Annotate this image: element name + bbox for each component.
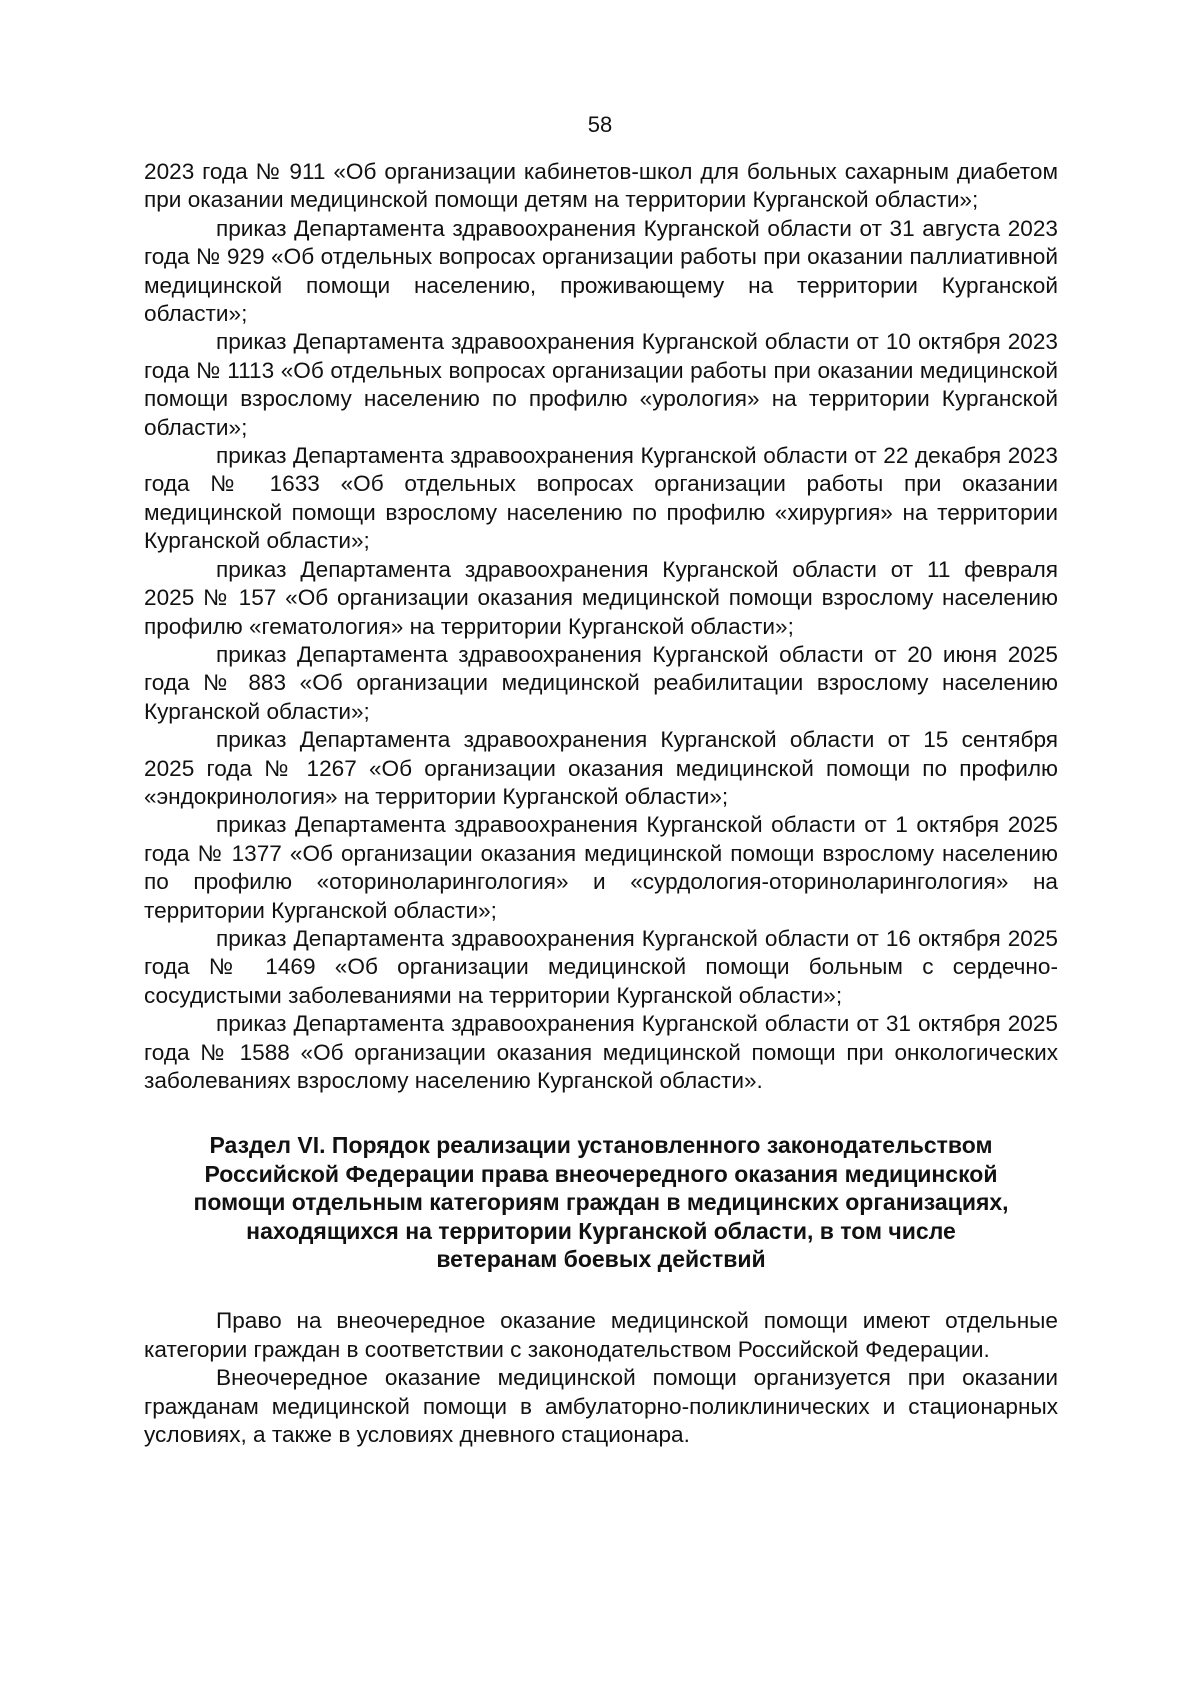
section-heading-line: помощи отдельным категориям граждан в медицинских организациях, [193, 1189, 1009, 1216]
order-paragraph: приказ Департамента здравоохранения Курганской области от 31 октября 2025 года № 1588 «Об организации оказания медицинской помощи при онкологических заболеваниях взрослому населению Курганской области». [144, 1011, 1058, 1093]
order-paragraph: приказ Департамента здравоохранения Курганской области от 22 декабря 2023 года № 1633 «Об отдельных вопросах организации работы при оказании медицинской помощи взрослому населению по профилю «хирургия» на территории Курганской области»; [144, 443, 1058, 554]
paragraph-continued: 2023 года № 911 «Об организации кабинетов-школ для больных сахарным диабетом при оказании медицинской помощи детям на территории Курганской области»; [144, 159, 1058, 213]
body-paragraph: Внеочередное оказание медицинской помощи организуется при оказании гражданам медицинской помощи в амбулаторно-поликлинических и стационарных условиях, а также в условиях дневного стационара. [144, 1365, 1058, 1448]
document-body [144, 158, 1058, 1449]
section-heading-line: Раздел VI. Порядок реализации установленного законодательством [209, 1132, 993, 1159]
section-heading-line: Российской Федерации права внеочередного оказания медицинской [204, 1160, 998, 1187]
order-paragraph: приказ Департамента здравоохранения Курганской области от 31 августа 2023 года № 929 «Об отдельных вопросах организации работы при оказании паллиативной медицинской помощи населению, проживающему на территории Курганской области»; [144, 215, 1058, 327]
section-heading-line: ветеранам боевых действий [436, 1246, 766, 1273]
order-paragraph: приказ Департамента здравоохранения Курганской области от 16 октября 2025 года № 1469 «Об организации медицинской помощи больным с сердечно-сосудистыми заболеваниями на территории Курганской области»; [144, 925, 1058, 1008]
section-heading-line: находящихся на территории Курганской области, в том числе [246, 1217, 956, 1244]
section-heading [180, 1131, 1022, 1273]
body-paragraph: Право на внеочередное оказание медицинской помощи имеют отдельные категории граждан в соответствии с законодательством Российской Федерации. [144, 1308, 1058, 1362]
order-paragraph: приказ Департамента здравоохранения Курганской области от 1 октября 2025 года № 1377 «Об организации оказания медицинской помощи взрослому населению по профилю «оториноларингология» и «сурдология-оториноларингология» на территории Курганской области»; [144, 812, 1058, 923]
order-paragraph: приказ Департамента здравоохранения Курганской области от 20 июня 2025 года № 883 «Об организации медицинской реабилитации взрослому населению Курганской области»; [144, 641, 1058, 724]
order-paragraph: приказ Департамента здравоохранения Курганской области от 15 сентября 2025 года № 1267 «Об организации оказания медицинской помощи по профилю «эндокринология» на территории Курганской области»; [144, 727, 1058, 809]
order-paragraph: приказ Департамента здравоохранения Курганской области от 11 февраля 2025 № 157 «Об организации оказания медицинской помощи взрослому населению профилю «гематология» на территории Курганской области»; [144, 556, 1058, 639]
page-number: 58 [587, 112, 613, 137]
order-paragraph: приказ Департамента здравоохранения Курганской области от 10 октября 2023 года № 1113 «Об отдельных вопросах организации работы при оказании медицинской помощи взрослому населению по профилю «урология» на территории Курганской области»; [144, 329, 1058, 440]
